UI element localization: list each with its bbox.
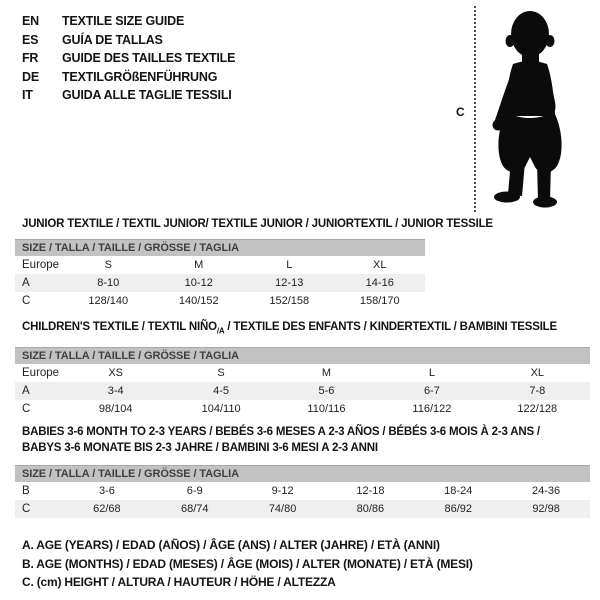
language-code: FR: [22, 51, 39, 66]
height-cell: 62/68: [93, 503, 121, 515]
age-cell: 7-8: [529, 385, 546, 397]
row-label: C: [22, 403, 31, 415]
height-cell: 110/116: [307, 403, 346, 415]
row-label: A: [22, 385, 30, 397]
row-label: Europe: [22, 259, 60, 271]
height-measure-label: C: [456, 105, 465, 119]
height-cell: 74/80: [268, 503, 297, 515]
title-line-2: BABYS 3-6 MONATE BIS 2-3 JAHRE / BAMBINI 3-6 MESI A 2-3 ANNI: [22, 441, 378, 454]
age-cell: 18-24: [444, 485, 473, 497]
height-cell: 128/140: [88, 295, 129, 307]
size-cell: M: [321, 367, 332, 379]
age-cell: 6-9: [186, 485, 203, 497]
title-text: / TEXTILE DES ENFANTS / KINDERTEXTIL / BAMBINI TESSILE: [224, 321, 557, 333]
children-size-table: [15, 347, 590, 418]
table-row: [15, 274, 425, 292]
size-cell: XL: [373, 259, 387, 271]
age-cell: 3-6: [98, 485, 115, 497]
language-label: GUIDE DES TAILLES TEXTILE: [62, 51, 236, 66]
section-title-junior: JUNIOR TEXTILE / TEXTIL JUNIOR/ TEXTILE JUNIOR / JUNIORTEXTIL / JUNIOR TESSILE: [22, 218, 493, 230]
height-cell: 152/158: [269, 295, 310, 307]
table-row: [15, 500, 590, 518]
height-cell: 104/110: [201, 403, 241, 415]
language-row-de: [22, 68, 235, 87]
table-row: [15, 400, 590, 418]
language-code: IT: [22, 88, 33, 103]
row-label: A: [22, 277, 30, 289]
height-cell: 86/92: [444, 503, 472, 515]
age-cell: 4-5: [213, 385, 230, 397]
row-label: C: [22, 503, 31, 515]
size-header: SIZE / TALLA / TAILLE / GRÖSSE / TAGLIA: [15, 239, 425, 256]
language-code: ES: [22, 32, 39, 47]
language-row-en: [22, 12, 235, 31]
height-cell: 116/122: [412, 403, 452, 415]
table-row: [15, 482, 590, 500]
size-cell: XL: [530, 367, 545, 379]
age-cell: 9-12: [271, 485, 294, 497]
age-cell: 3-4: [107, 385, 124, 397]
table-row: [15, 382, 590, 400]
row-label: B: [22, 485, 30, 497]
language-label: TEXTILE SIZE GUIDE: [62, 14, 185, 28]
size-cell: S: [217, 367, 225, 379]
language-code: DE: [22, 69, 39, 84]
height-cell: 68/74: [180, 503, 209, 515]
age-cell: 14-16: [365, 277, 394, 289]
age-cell: 8-10: [97, 277, 120, 289]
legend-line-a: A. AGE (YEARS) / EDAD (AÑOS) / ÂGE (ANS) / ALTER (JAHRE) / ETÀ (ANNI): [22, 538, 440, 552]
age-cell: 10-12: [184, 277, 213, 289]
age-cell: 24-36: [532, 485, 561, 497]
language-list: [22, 12, 235, 105]
junior-size-table: [15, 239, 425, 310]
language-label: GUIDA ALLE TAGLIE TESSILI: [62, 88, 232, 103]
section-title-children: [22, 320, 557, 339]
language-row-fr: [22, 49, 235, 68]
language-row-it: [22, 86, 235, 105]
table-row: [15, 256, 425, 274]
language-code: EN: [22, 14, 39, 28]
age-cell: 6-7: [423, 385, 440, 397]
height-cell: 98/104: [98, 403, 133, 415]
legend: [22, 536, 473, 592]
table-row: [15, 292, 425, 310]
height-cell: 122/128: [517, 403, 558, 415]
height-cell: 92/98: [532, 503, 560, 515]
age-cell: 5-6: [318, 385, 335, 397]
title-subscript: /A: [216, 326, 225, 336]
size-header: SIZE / TALLA / TAILLE / GRÖSSE / TAGLIA: [15, 347, 590, 364]
row-label: Europe: [22, 367, 60, 379]
legend-line-c: C. (cm) HEIGHT / ALTURA / HAUTEUR / HÖHE / ALTEZZA: [22, 575, 336, 590]
section-title-babies: [22, 425, 540, 456]
size-cell: M: [194, 259, 204, 271]
size-header: SIZE / TALLA / TAILLE / GRÖSSE / TAGLIA: [15, 465, 590, 482]
babies-size-table: [15, 465, 590, 518]
language-label: TEXTILGRÖßENFÜHRUNG: [62, 69, 218, 84]
size-cell: L: [286, 259, 293, 271]
legend-line-b: B. AGE (MONTHS) / EDAD (MESES) / ÂGE (MOIS) / ALTER (MONATE) / ETÀ (MESI): [22, 556, 473, 571]
age-cell: 12-18: [356, 485, 385, 497]
baby-silhouette: [484, 8, 574, 208]
height-cell: 80/86: [356, 503, 385, 515]
language-label: GUÍA DE TALLAS: [62, 32, 163, 47]
height-cell: 140/152: [178, 295, 219, 307]
row-label: C: [22, 295, 31, 307]
size-cell: L: [428, 367, 435, 379]
language-row-es: [22, 31, 235, 50]
title-line-1: BABIES 3-6 MONTH TO 2-3 YEARS / BEBÉS 3-6 MESES A 2-3 AÑOS / BÉBÉS 3-6 MOIS À 2-3 ANS /: [22, 426, 540, 438]
height-measure-dotted-line: [474, 6, 476, 212]
table-row: [15, 364, 590, 382]
age-cell: 12-13: [275, 277, 304, 289]
size-cell: XS: [108, 367, 124, 379]
title-text: CHILDREN'S TEXTILE / TEXTIL NIÑO: [22, 321, 217, 333]
height-cell: 158/170: [359, 295, 400, 307]
size-cell: S: [104, 259, 112, 271]
